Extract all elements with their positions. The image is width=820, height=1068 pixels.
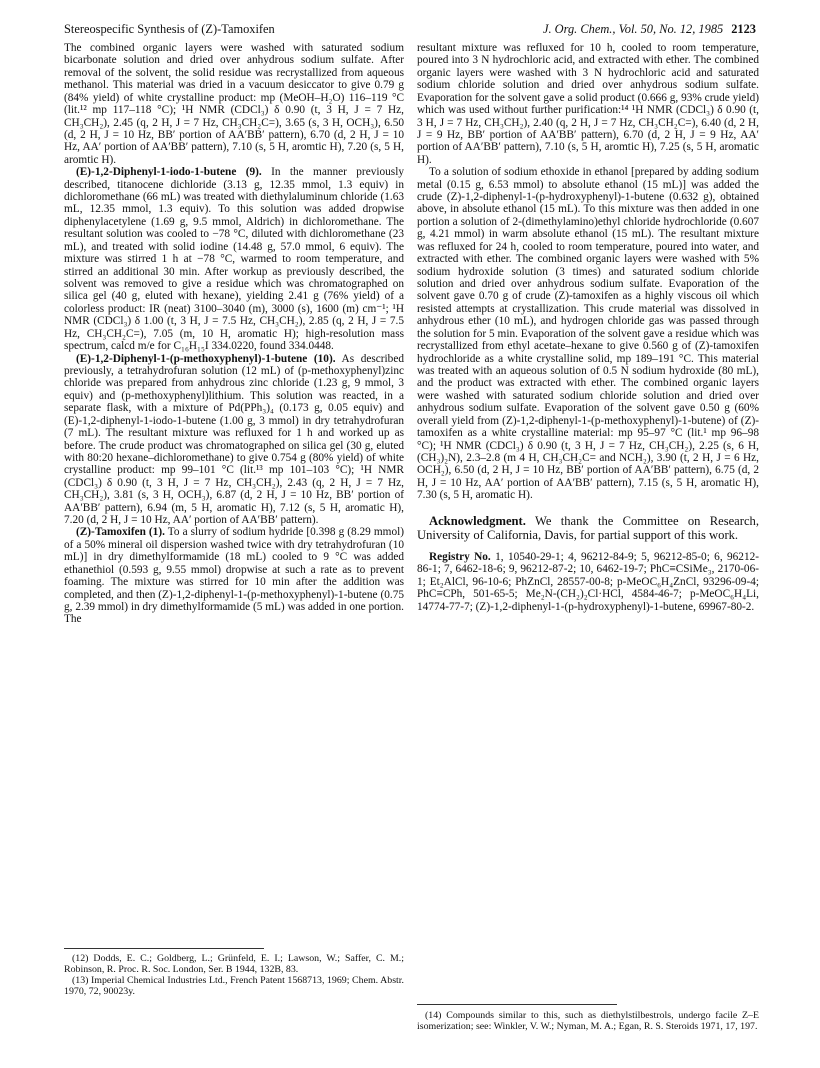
paragraph: To a solution of sodium ethoxide in ethanol [prepared by adding sodium metal (0.15 g, 6.53 mmol) to absolute ethanol (15 mL)] was added the crude (Z)-1,2-diphenyl-1-(p-hydroxyphenyl)-1-butene (0.632 g), obtained above, in absolute ethanol (15 mL). To this mixture was then added in one portion a solution of 2-(dimethylamino)ethyl chloride hydrochloride (0.607 g, 4.21 mmol) in warm absolute ethanol (15 mL). The resultant mixture was refluxed for 24 h, cooled to room temperature, poured into water, and extracted with ether. The combined organic layers were washed with 5% sodium hydroxide solution (3 times) and saturated sodium chloride solution and dried over anhydrous sodium sulfate. Evaporation of the solvent gave 0.70 g of crude (Z)-tamoxifen as a highly viscous oil which resisted attempts at crystallization. This crude material was dissolved in anhydrous ether (10 mL), and hydrogen chloride gas was passed through the solution for 5 min. Evaporation of the solvent gave a residue which was recrystallized from ethyl acetate–hexane to give 0.560 g of (Z)-tamoxifen hydrochloride as a white crystalline solid, mp 189–191 °C. This material was treated with an aqueous solution of 0.5 N sodium hydroxide (80 mL), and the product was extracted with ether. The combined organic layers were washed with saturated sodium chloride solution and dried over anhydrous sodium sulfate. Evaporation of the solvent gave 0.50 g (60% overall yield from (Z)-1,2-diphenyl-1-(p-methoxyphenyl)-1-butene) of (Z)-tamoxifen as a white crystalline material: mp 95–97 °C (lit.¹ mp 96–98 °C); ¹H NMR (CDCl₃) δ 0.90 (t, 3 H, J = 7 Hz, CH₃CH₂), 2.25 (s, 6 H, (CH₃)₂N), 2.3–2.8 (m 4 H, CH₃CH₂C= and NCH₂), 3.90 (t, 2 H, J = 6 Hz, OCH₂), 6.50 (d, 2 H, J = 10 Hz, BB′ portion of AA′BB′ pattern), 6.75 (d, 2 H, J = 10 Hz, AA′ portion of AA′BB′ pattern), 7.15 (s, 5 H, aromatic H), 7.30 (s, 5 H, aromatic H). [417,166,759,502]
footnote: (12) Dodds, E. C.; Goldberg, L.; Grünfeld, E. I.; Lawson, W.; Saffer, C. M.; Robinson, R. Proc. R. Soc. London, Ser. B 1944, 132B, 83. [64,953,404,976]
paragraph [64,526,404,625]
page-number: 2123 [731,22,756,36]
footnotes-left [64,953,404,997]
journal-citation [543,22,756,37]
running-title: Stereospecific Synthesis of (Z)-Tamoxifen [64,22,275,36]
registry-numbers [417,551,759,613]
left-column [64,42,404,626]
acknowledgment-heading: Acknowledgment. [429,513,526,528]
paragraph-body: As described previously, a tetrahydrofuran solution (12 mL) of (p-methoxyphenyl)zinc chloride was prepared from anhydrous zinc chloride (1.23 g, 9 mmol, 3 equiv) and (p-methoxyphenyl)lithium. This solution was reacted, in a separate flask, with a mixture of Pd(PPh₃)₄ (0.173 g, 0.05 equiv) and (E)-1,2-diphenyl-1-iodo-1-butene (1.00 g, 3 mmol) in dry tetrahydrofuran (7 mL). The resultant mixture was refluxed for 1 h and worked up as before. The crude product was chromatographed on silica gel (30 g, eluted with 80:20 hexane–dichloromethane) to give 0.754 g (80% yield) of white crystalline product: mp 99–101 °C (lit.¹³ mp 101–103 °C); ¹H NMR (CDCl₃) δ 0.90 (t, 3 H, J = 7 Hz, CH₃CH₂), 2.43 (q, 2 H, J = 7 Hz, CH₃CH₂), 3.81 (s, 3 H, OCH₃), 6.87 (d, 2 H, J = 10 Hz, BB′ portion of AA′BB′ pattern), 6.94 (m, 5 H, aromatic H), 7.12 (s, 5 H, aromatic H), 7.20 (d, 2 H, J = 10 Hz, AA′ portion of AA′BB′ pattern). [64,352,404,527]
journal-info: J. Org. Chem., Vol. 50, No. 12, 1985 [542,22,724,36]
paragraph-body: In the manner previously described, titanocene dichloride (3.13 g, 12.35 mmol, 1.3 equiv) in dichloromethane (66 mL) was treated with diethylaluminum chloride (1.63 mL, 12.35 mmol, 1.3 equiv). To this solution was added dropwise diphenylacetylene (1.69 g, 9.5 mmol, Aldrich) in dichloromethane. The resultant solution was cooled to −78 °C, diluted with dichloromethane (23 mL), and treated with solid iodine (14.48 g, 57.0 mmol, 6 equiv). The mixture was stirred 1 h at −78 °C, warmed to room temperature, and stirred an additional 30 min. After workup as previously described, the solvent was removed to give a residue which was chromatographed on silica gel (40 g, eluted with hexane), yielding 2.41 g (76% yield) of a colorless product: IR (neat) 3100–3040 (m), 3000 (s), 1600 (m) cm⁻¹; ¹H NMR (CDCl₃) δ 1.00 (t, 3 H, J = 7.5 Hz, CH₃CH₂), 2.85 (q, 2 H, J = 7.5 Hz, CH₃CH₂C=), 7.05 (m, 10 H, aromatic H); high-resolution mass spectrum, calcd m/e for C₁₆H₁₅I 334.0220, found 334.0448. [64,166,404,353]
right-column [417,42,759,613]
compound-heading: (Z)-Tamoxifen (1). [76,526,165,539]
paragraph [64,353,404,527]
footnotes-right [417,1010,759,1032]
compound-heading: (E)-1,2-Diphenyl-1-(p-methoxyphenyl)-1-butene (10). [76,352,336,365]
footnote-rule [417,1004,617,1005]
registry-heading: Registry No. [429,551,491,564]
footnote: (13) Imperial Chemical Industries Ltd., French Patent 1568713, 1969; Chem. Abstr. 1970, 72, 90023y. [64,975,404,998]
registry-body: 1, 10540-29-1; 4, 96212-84-9; 5, 96212-85-0; 6, 96212-86-1; 7, 6462-18-6; 9, 96212-87-2; 10, 6462-19-7; PhC≡CSiMe₃, 2170-06-1; Et₂AlCl, 96-10-6; PhZnCl, 28557-00-8; p-MeOC₆H₄ZnCl, 93296-09-4; PhC≡CPh, 501-65-5; Me₂N-(CH₂)₂Cl·HCl, 4584-46-7; p-MeOC₆H₄Li, 14774-77-7; (Z)-1,2-diphenyl-1-(p-hydroxyphenyl)-1-butene, 69967-80-2. [417,551,759,613]
footnote: (14) Compounds similar to this, such as diethylstilbestrols, undergo facile Z–E isomerization; see: Winkler, V. W.; Nyman, M. A.; Egan, R. S. Steroids 1971, 17, 197. [417,1010,759,1033]
acknowledgment [417,514,759,542]
paragraph [64,166,404,352]
paragraph-body: To a slurry of sodium hydride [0.398 g (8.29 mmol) of a 50% mineral oil dispersion washed twice with dry tetrahydrofuran (10 mL)] in dry dimethylformamide (18 mL) cooled to 9 °C was added ethanethiol (0.593 g, 9.55 mmol) dropwise at such a rate as to prevent foaming. The mixture was stirred for 10 min after the addition was completed, and then (Z)-1,2-diphenyl-1-(p-methoxyphenyl)-1-butene (0.75 g, 2.39 mmol) in dry dimethylformamide (5 mL) was added in one portion. The [64,526,404,626]
paragraph: The combined organic layers were washed with saturated sodium bicarbonate solution and dried over anhydrous sodium sulfate. After removal of the solvent, the solid residue was recrystallized from aqueous methanol. This material was dried in a vacuum desiccator to give 0.79 g (84% yield) of white crystalline product: mp (MeOH–H₂O) 116–119 °C (lit.¹² mp 117–118 °C); ¹H NMR (CDCl₃) δ 0.90 (t, 3 H, J = 7 Hz, CH₃CH₂), 2.45 (q, 2 H, J = 7 Hz, CH₃CH₂C=), 3.65 (s, 3 H, OCH₃), 6.50 (d, 2 H, J = 10 Hz, BB′ portion of AA′BB′ pattern), 6.70 (d, 2 H, J = 10 Hz, AA′ portion of AA′BB′ pattern), 7.10 (s, 5 H, aromtic H), 7.20 (s, 5 H, aromtic H). [64,42,404,166]
compound-heading: (E)-1,2-Diphenyl-1-iodo-1-butene (9). [76,166,262,179]
acknowledgment-body: We thank the Committee on Research, University of California, Davis, for partial support of this work. [417,513,759,542]
paragraph: resultant mixture was refluxed for 10 h, cooled to room temperature, poured into 3 N hydrochloric acid, and extracted with ether. The combined organic layers were washed with 3 N hydrochloric acid and saturated sodium chloride solution and dried over anhydrous sodium sulfate. Evaporation for the solvent gave a solid product (0.666 g, 93% crude yield) which was used without further purification:¹⁴ ¹H NMR (CDCl₃) δ 0.90 (t, 3 H, J = 7 Hz, CH₃CH₂), 2.40 (q, 2 H, J = 7 Hz, CH₃CH₂C=), 6.40 (d, 2 H, J = 9 Hz, BB′ portion of AA′BB′ pattern), 6.70 (d, 2 H, J = 9 Hz, AA′ portion of AA′BB′ pattern), 7.10 (s, 5 H, aromtic H), 7.25 (s, 5 H, aromatic H). [417,42,759,166]
footnote-rule [64,948,264,949]
